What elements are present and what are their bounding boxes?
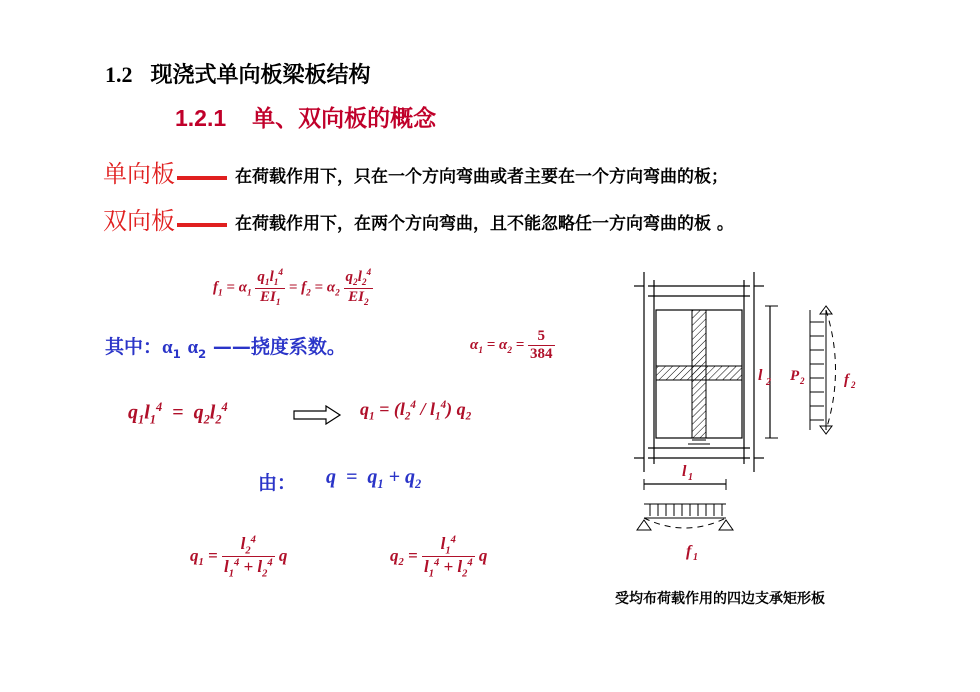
- section-heading: [105, 58, 371, 89]
- section-number: 1.2: [105, 62, 133, 87]
- note-suffix: ——挠度系数。: [212, 336, 346, 358]
- subsection-number: 1.2.1: [175, 105, 227, 131]
- svg-text:1: 1: [693, 552, 698, 563]
- note-prefix: 其中：: [105, 336, 163, 358]
- label-P2: P: [790, 368, 800, 384]
- svg-text:2: 2: [800, 376, 805, 386]
- definition-two-way-slab: [103, 201, 734, 236]
- slab-figure: [620, 270, 880, 570]
- q2-distribution-formula: $q_2$ = $\frac{l_1^4}{l_1^4 + l_2^4}$ q: [390, 534, 488, 580]
- label-l2: l: [758, 367, 763, 384]
- deflection-equality-formula: $f_1 = \alpha_1$ $\frac{q_1l_1^4}{EI_1}$ = $f_2 = \alpha_2$ $\frac{q_2l_2^4}{EI_2}$: [213, 268, 372, 308]
- q1-expression-formula: $q_1 = (l_2^4 / l_1^4)$ $q_2$: [360, 399, 472, 423]
- svg-text:1: 1: [688, 472, 693, 483]
- alpha-value-formula: $\alpha_1 = \alpha_2$ = $\frac{5}{384}$: [470, 328, 553, 362]
- q1-distribution-formula: $q_1$ = $\frac{l_2^4}{l_1^4 + l_2^4}$ q: [190, 534, 288, 580]
- definition-one-way-slab: [103, 154, 728, 189]
- coefficient-note: 其中：$\alpha_1$ $\alpha_2$ ——挠度系数。: [105, 336, 346, 361]
- definition-dash: [177, 223, 227, 227]
- label-f1: f: [686, 543, 692, 560]
- total-load-formula: $q = q_1 + q_2$: [326, 466, 422, 491]
- svg-text:2: 2: [851, 380, 856, 390]
- load-ratio-formula: $q_1l_1^4 = q_2l_2^4$: [128, 400, 228, 427]
- definition-text: 在荷载作用下，在两个方向弯曲，且不能忽略任一方向弯曲的板 。: [235, 214, 734, 234]
- note-alpha-2: α: [187, 337, 199, 358]
- definition-dash: [177, 176, 227, 180]
- horizontal-strip: [656, 366, 742, 380]
- definition-term: 单向板: [103, 160, 175, 188]
- alpha-numerator: 5: [528, 328, 555, 346]
- alpha-denominator: 384: [530, 346, 553, 362]
- definition-term: 双向板: [103, 207, 175, 235]
- label-f2: f: [844, 372, 849, 388]
- figure-caption: 受均布荷载作用的四边支承矩形板: [615, 591, 825, 607]
- section-title: 现浇式单向板梁板结构: [150, 62, 371, 88]
- svg-text:2: 2: [766, 377, 771, 388]
- subsection-heading: [175, 100, 436, 133]
- label-l1: l: [682, 463, 687, 480]
- definition-text: 在荷载作用下，只在一个方向弯曲或者主要在一个方向弯曲的板；: [235, 167, 728, 187]
- you-label: 由：: [258, 472, 297, 494]
- subsection-title: 单、双向板的概念: [252, 105, 437, 132]
- note-alpha-1: α: [162, 337, 173, 358]
- implies-arrow-icon: [292, 405, 342, 425]
